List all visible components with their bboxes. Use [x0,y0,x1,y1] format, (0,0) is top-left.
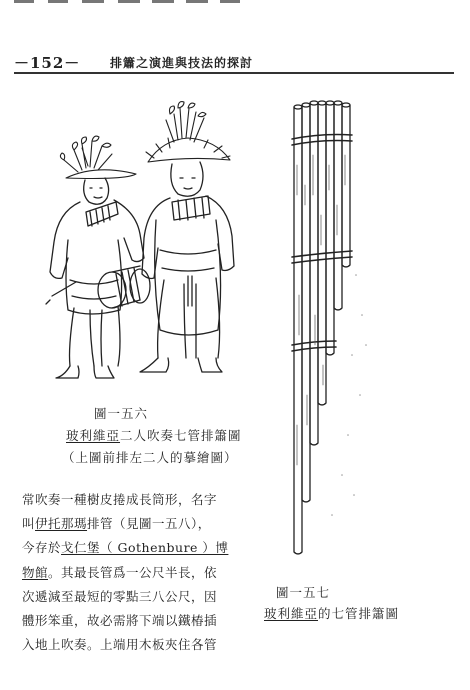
figure-157-caption-text: 的七管排簫圖 [318,606,400,621]
body-line: 次遞減至最短的零點三八公尺，因 [22,588,218,604]
figure-156-caption-text: 二人吹奏七管排簫圖 [120,428,242,443]
figure-157-caption-place: 玻利維亞 [264,606,319,621]
top-edge-marks [0,0,470,6]
term-museum: 物館 [22,564,49,580]
term-itonama: 伊托那瑪 [35,516,88,532]
body-line: 叫伊托那瑪排管（見圖一五八）， [22,516,211,532]
figure-157-number: 圖一五七 [276,585,331,600]
body-line: 今存於戈仁堡（ Gothenbure ）博 [22,540,229,556]
panpipe-players-illustration [30,100,245,395]
body-line: 入地上吹奏。上端用木板夾住各管 [22,637,218,653]
body-line: 物館。其最長管爲一公尺半長，依 [22,564,218,580]
term-gothenburg: 戈仁堡（ Gothenbure ）博 [61,540,229,556]
body-line: 常吹奏一種樹皮捲成長筒形，名字 [22,492,218,507]
figure-156-note: （上圖前排左二人的摹繪圖） [62,450,238,465]
figure-156-number: 圖一五六 [94,406,149,421]
body-paragraph [22,488,232,657]
page-number: －152－ [14,54,81,72]
figure-157-caption [264,604,399,622]
running-title: 排簫之演進與技法的探討 [110,56,254,70]
figure-156-caption [66,426,242,444]
drum [46,266,150,308]
header-rule [14,72,454,74]
left-headdress [60,136,136,178]
body-line: 體形笨重，故必需將下端以鐵椿插 [22,613,218,629]
seven-tube-panpipe-illustration [282,95,374,565]
page-header [14,52,454,74]
figure-156-caption-place: 玻利維亞 [66,428,121,443]
right-headdress [146,102,230,162]
